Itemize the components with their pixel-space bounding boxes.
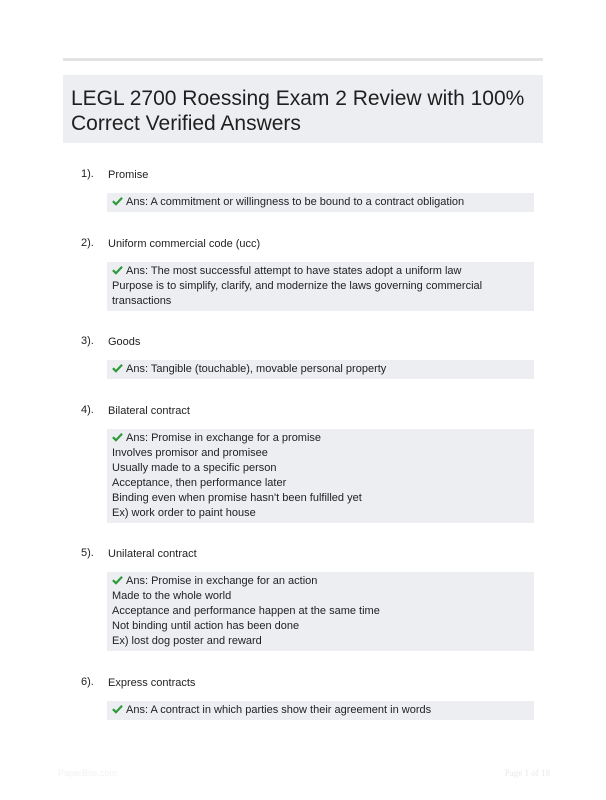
answer-line: Binding even when promise hasn't been fulfilled yet (112, 492, 362, 504)
answer-line (112, 195, 529, 210)
question-number: 3). (81, 335, 94, 347)
check-icon (112, 704, 123, 714)
answer-text: Ans: Promise in exchange for a promise (126, 432, 322, 444)
question-number: 1). (81, 168, 94, 180)
answer-line: Usually made to a specific person (112, 462, 277, 474)
answer-line: Made to the whole world (112, 590, 232, 602)
top-divider (63, 58, 543, 61)
question-number: 6). (81, 676, 94, 688)
question-number: 5). (81, 547, 94, 559)
answer-line: transactions (112, 295, 172, 307)
answer-box (107, 360, 534, 379)
check-icon (112, 196, 123, 206)
answer-box (107, 701, 534, 720)
answer-box (107, 572, 534, 651)
answer-line: Ex) lost dog poster and reward (112, 635, 262, 647)
footer-site: PaperBite.com (58, 768, 118, 778)
title-banner (63, 75, 543, 143)
question-text: Express contracts (108, 677, 196, 689)
answer-text: Ans: A commitment or willingness to be bound to a contract obligation (126, 196, 465, 208)
question-text: Unilateral contract (108, 548, 197, 560)
answer-line: Acceptance, then performance later (112, 477, 287, 489)
answer-text: Ans: Promise in exchange for an action (126, 575, 318, 587)
answer-line: Not binding until action has been done (112, 620, 300, 632)
question-text: Promise (108, 169, 149, 181)
question-text: Goods (108, 336, 141, 348)
answer-line (112, 264, 529, 279)
question-number: 2). (81, 237, 94, 249)
answer-box (107, 262, 534, 311)
answer-line: Purpose is to simplify, clarify, and modernize the laws governing commercial (112, 280, 483, 292)
answer-box (107, 193, 534, 212)
check-icon (112, 575, 123, 585)
check-icon (112, 265, 123, 275)
check-icon (112, 363, 123, 373)
answer-line (112, 431, 529, 446)
answer-line (112, 574, 529, 589)
answer-line: Involves promisor and promisee (112, 447, 268, 459)
answer-text: Ans: A contract in which parties show their agreement in words (126, 704, 432, 716)
answer-line: Ex) work order to paint house (112, 507, 256, 519)
answer-line (112, 362, 529, 377)
answer-box (107, 429, 534, 523)
answer-line: Acceptance and performance happen at the same time (112, 605, 380, 617)
document-title: LEGL 2700 Roessing Exam 2 Review with 100% Correct Verified Answers (71, 87, 525, 135)
footer-page-number: Page 1 of 18 (504, 768, 550, 778)
question-text: Uniform commercial code (ucc) (108, 238, 261, 250)
question-text: Bilateral contract (108, 405, 190, 417)
check-icon (112, 432, 123, 442)
answer-line (112, 703, 529, 718)
question-number: 4). (81, 404, 94, 416)
answer-text: Ans: Tangible (touchable), movable personal property (126, 363, 387, 375)
answer-text: Ans: The most successful attempt to have states adopt a uniform law (126, 265, 462, 277)
